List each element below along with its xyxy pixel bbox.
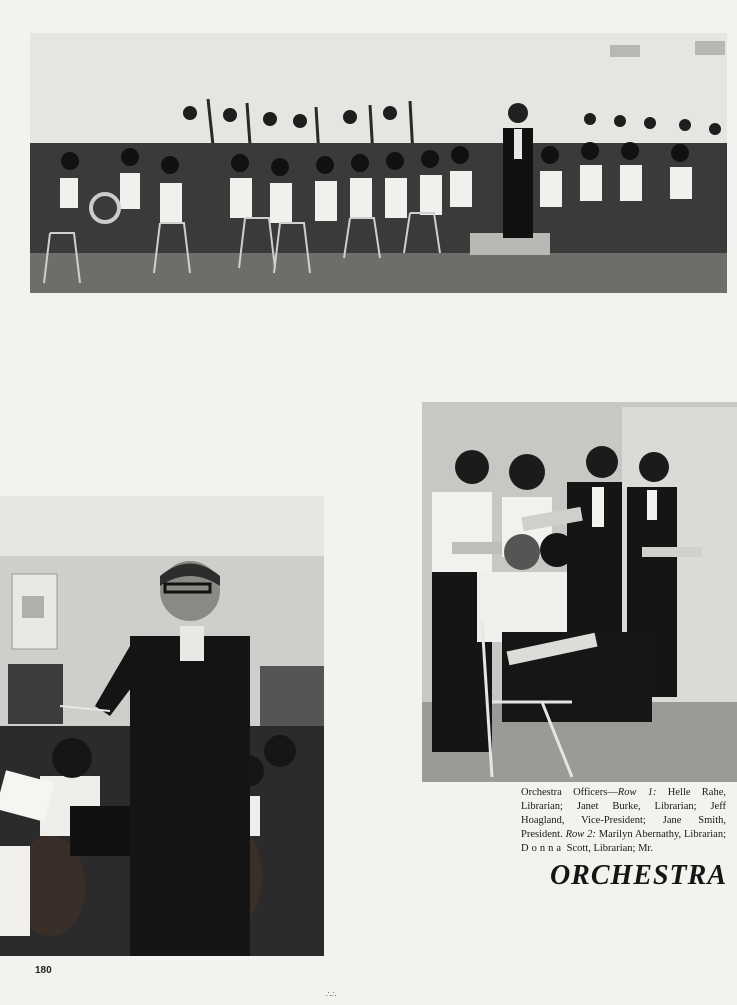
caption-lead: Orchestra Officers— xyxy=(521,787,618,798)
conductor-photo xyxy=(0,496,324,956)
caption-row2-spaced-name: Donna xyxy=(521,843,564,854)
caption-row1-label: Row 1: xyxy=(617,787,657,798)
page-number: 180 xyxy=(35,965,52,976)
caption-row1-text: Helle Rahe, Librarian; Janet Burke, Librarian; Jeff Hoagland, Vice-President; Jane Smith, President. xyxy=(521,787,726,840)
officers-caption xyxy=(521,786,726,856)
officers-photo xyxy=(422,402,737,782)
caption-row2-label: Row 2: xyxy=(565,829,596,840)
page-mark: ∴∴ xyxy=(326,990,337,999)
caption-row2-text-a: Marilyn Abernathy, Librarian; xyxy=(595,829,726,840)
section-title: ORCHESTRA xyxy=(549,860,727,891)
caption-row2-text-b: Scott, Librarian; Mr. xyxy=(564,843,653,854)
orchestra-group-photo xyxy=(30,33,727,293)
